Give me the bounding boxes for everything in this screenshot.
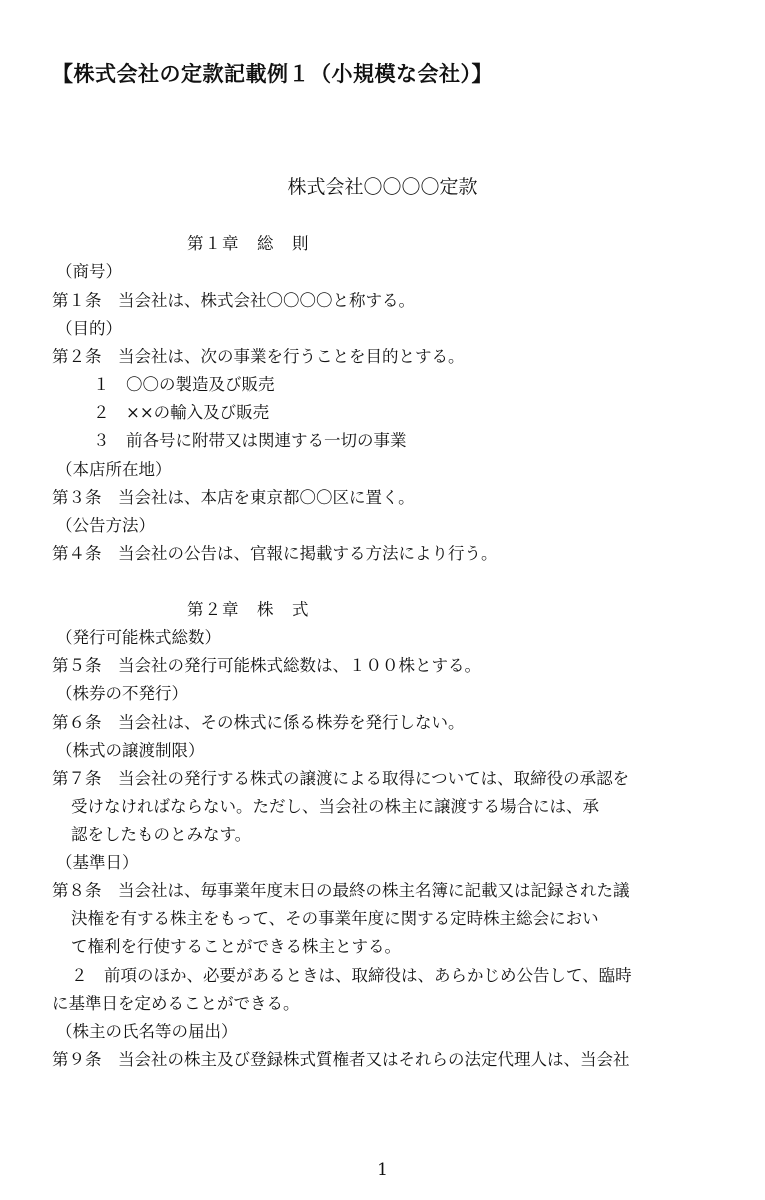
article-text: 第２条 当会社は、次の事業を行うことを目的とする。 <box>52 347 465 366</box>
article-text-continued: 認をしたものとみなす。 <box>71 825 252 844</box>
list-item: ２ ××の輸入及び販売 <box>93 403 270 422</box>
document-title: 株式会社〇〇〇〇定款 <box>287 176 478 198</box>
article-text: 第８条 当会社は、毎事業年度末日の最終の株主名簿に記載又は記録された議 <box>52 881 630 900</box>
article-caption: （公告方法） <box>56 516 155 535</box>
chapter-heading: 第２章 株 式 <box>187 600 310 619</box>
article-text: 第９条 当会社の株主及び登録株式質権者又はそれらの法定代理人は、当会社 <box>52 1050 630 1069</box>
list-item: １ 〇〇の製造及び販売 <box>93 375 275 394</box>
article-text: 第１条 当会社は、株式会社〇〇〇〇と称する。 <box>52 291 415 310</box>
article-text: 第４条 当会社の公告は、官報に掲載する方法により行う。 <box>52 544 498 563</box>
page-header: 【株式会社の定款記載例１（小規模な会社）】 <box>52 62 493 86</box>
article-text: 第５条 当会社の発行可能株式総数は、１００株とする。 <box>52 656 481 675</box>
article-caption: （目的） <box>56 319 122 338</box>
list-item: ３ 前各号に附帯又は関連する一切の事業 <box>93 431 407 450</box>
article-text-continued: 決権を有する株主をもって、その事業年度に関する定時株主総会におい <box>71 909 599 928</box>
article-text: 第３条 当会社は、本店を東京都〇〇区に置く。 <box>52 488 415 507</box>
article-text: 第６条 当会社は、その株式に係る株券を発行しない。 <box>52 713 465 732</box>
page-number: 1 <box>377 1160 388 1180</box>
article-text-continued: て権利を行使することができる株主とする。 <box>71 937 401 956</box>
article-text: 第７条 当会社の発行する株式の譲渡による取得については、取締役の承認を <box>52 769 630 788</box>
article-caption: （株主の氏名等の届出） <box>56 1022 238 1041</box>
article-text-continued: 受けなければならない。ただし、当会社の株主に譲渡する場合には、承 <box>71 797 599 816</box>
article-caption: （株券の不発行） <box>56 684 188 703</box>
article-text-continued: に基準日を定めることができる。 <box>52 994 300 1013</box>
chapter-heading: 第１章 総 則 <box>187 234 310 253</box>
article-caption: （発行可能株式総数） <box>56 628 221 647</box>
article-caption: （基準日） <box>56 853 139 872</box>
article-caption: （本店所在地） <box>56 460 172 479</box>
paragraph-item: ２ 前項のほか、必要があるときは、取締役は、あらかじめ公告して、臨時 <box>71 966 632 985</box>
article-caption: （商号） <box>56 262 122 281</box>
article-caption: （株式の譲渡制限） <box>56 741 205 760</box>
